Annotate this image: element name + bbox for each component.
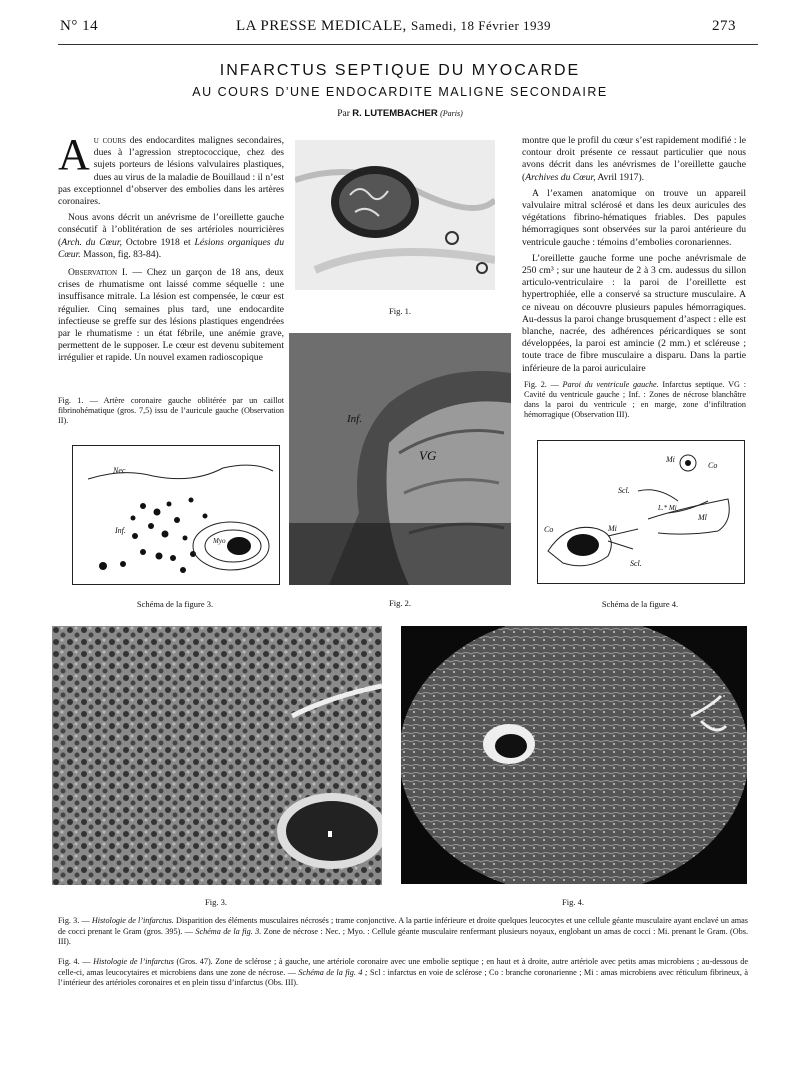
fig1-caption: Fig. 1. — Artère coronaire gauche oblitérée par un caillot fibrinohématique (gros. 7,5) issu de l’auricule gauche (Observation II). [58,396,284,425]
paragraph-observation-1 [58,267,284,365]
fig3-label: Fig. 3. [205,897,227,907]
paragraph-oreillette: L’oreillette gauche forme une poche anévrismale de 250 cm³ ; sur une hauteur de 2 à 3 cm. audessus du sillon articulo-ventriculaire : la paroi de l’oreillette est hypertrophiée, elle a conservé sa structure musculaire. A ce niveau on découvre plusieurs papules hémorragiques. Au-dessus la paroi change brusquement d’aspect : elle est blanche, nacrée, des adhérences péricardiques se sont développées, la paroi est amincie (2 mm.) et scléreuse ; toute trace de fibre musculaire a disparu. Dans la partie inférieure de la paroi auriculaire [522,252,746,374]
fig4-caption-body: (Gros. 47). Zone de sclérose ; à gauche, une artériole coronaire avec une embolie septique ; en haut et à droite, autre artériole avec petits amas microbiens ; au-dessous de celle-ci, amas leucocytaires et microbiens dans une zone de nécrose. — [58,957,748,977]
schema4-lmi-label: L.* Mi [658,504,677,512]
issue-date: Samedi, 18 Février 1939 [411,18,552,33]
author-name: R. LUTEMBACHER [352,108,438,119]
fig2-caption-title: Paroi du ventricule gauche. [562,380,659,389]
fig2-ventricle-drawing [289,333,511,585]
paragraph-prior-work [58,212,284,261]
fig4-histology-drawing [401,626,747,884]
column-left-text [58,130,285,369]
issue-number: N° 14 [60,18,99,34]
fig2-caption [524,380,746,420]
header-rule [58,44,758,45]
reference-arch-coeur: Arch. du Cœur, [61,236,122,248]
byline [0,108,800,119]
schema4-mi-label: Mi [666,455,675,464]
fig4-caption-prefix: Fig. 4. — [58,957,94,966]
fig3-long-caption [58,916,748,948]
intro-text: des endocardites malignes secondaires, dues à l’agression streptococcique, chez des sujets porteurs de lésions valvulaires plastiques, dues au virus de la maladie de Bouillaud : il n’est pas exceptionnel d’observer des embolies dans les artères coronaires. [58,135,284,208]
fig4-caption-end: Scl : infarctus en voie de sclérose ; Co : branche coronarienne ; Mi : amas microbiens avec réticulum fibrineux, à l’intérieur des artérioles coronaires et en plein tissu d’infarctus (Obs. III). [58,967,749,987]
paragraph-profile [522,135,746,184]
schema3-inf-label: Inf. [115,526,126,535]
fig3-caption-schema: Schéma de la fig. 3. [195,926,262,936]
schema3-box [72,445,280,585]
fig1-artery-drawing [295,140,495,290]
paragraph-anatomy: A l’examen anatomique on trouve un appareil valvulaire mitral sclérosé et dans les deux auricules des végétations fibrino-hématiques friables. Des papules hémorragiques sont observées sur la paroi antérieure du ventricule gauche : témoins d’embolies coronariennes. [522,187,746,248]
reference-lesions: Lésions organiques du Cœur. [58,236,285,260]
byline-par: Par [337,109,350,119]
fig4-caption-title: Histologie de l’infarctus [93,957,174,966]
journal-title [236,18,551,35]
fig2-label: Fig. 2. [389,598,411,608]
column-right-text [522,135,746,379]
prior-work-text-c: Masson, fig. 83-84). [80,248,162,260]
schema4-scl2-label: Scl. [630,559,642,568]
schema3-drawing [73,446,279,584]
drop-cap: A [58,130,90,179]
page-number: 273 [712,18,736,34]
fig1-image [295,140,495,290]
schema3-label: Schéma de la figure 3. [136,599,214,609]
fig2-image [289,333,511,585]
schema4-label: Schéma de la figure 4. [601,599,679,609]
fig3-image [52,626,382,885]
fig4-long-caption [58,957,748,989]
observation-heading: Observation I. [68,267,128,279]
fig1-label: Fig. 1. [389,306,411,316]
article-subtitle: AU COURS D’UNE ENDOCARDITE MALIGNE SECONDAIRE [192,85,608,99]
fig2-inf-label: Inf. [347,413,362,425]
schema4-ml-label: Ml [698,513,707,522]
author-city: (Paris) [440,109,463,118]
article-title: INFARCTUS SEPTIQUE DU MYOCARDE [219,62,581,79]
profile-text: montre que le profil du cœur s’est rapidement modifié : le contour droit présente ce ressaut particulier que nous avons décrit dans les anévrismes de l’oreillette gauche ( [522,135,746,183]
schema3-nec-label: Nec [113,466,126,475]
schema3-myo-label: Myo [213,537,226,545]
fig3-caption-title: Histologie de l’infarctus. [91,916,174,925]
schema4-co2-label: Co [544,525,554,534]
fig3-caption-body: Disparition des éléments musculaires nécrosés ; trame conjonctive. A la partie inférieure et droite quelques leucocytes et une cellule géante musculaire ayant enclavé un amas de cocci prenant le Gram (gros. 395). — [58,916,748,936]
fig4-label: Fig. 4. [562,897,584,907]
fig2-caption-body: Infarctus septique. VG : Cavité du ventricule gauche ; Inf. : Zones de nécrose blanchâtre dans la paroi du ventricule ; en marge, zone d’infiltration hémorragique (Observation III). [524,380,746,419]
fig3-caption-prefix: Fig. 3. — [58,916,92,925]
profile-text-end: Avril 1917). [595,171,645,183]
reference-archives: Archives du Cœur, [525,171,596,183]
fig4-caption-schema: Schéma de la fig. 4 ; [298,967,368,977]
paragraph-intro [58,130,284,208]
observation-text: — Chez un garçon de 18 ans, deux crises de rhumatisme ont laissé comme séquelle : une insuffisance mitrale. La lésion est compensée, le cœur est régulier. Cinq semaines plus tard, une endocardite infectieuse se greffe sur des lésions plastiques engendrées par le rhumatisme : un état fébrile, une anémie grave, permettent de le supposer. Le cœur est devenu subitement irrégulier et rapide. Un nouvel examen radioscopique [58,267,284,364]
schema4-scl-label: Scl. [618,486,630,495]
fig3-histology-drawing [52,626,382,885]
fig4-image [401,626,747,884]
schema4-co-label: Co [708,461,718,470]
fig3-caption-end: Zone de nécrose : Nec. ; Myo. : Cellule géante musculaire renfermant plusieurs noyaux, englobant un amas de cocci : Mi. prenant le Gram. (Obs. III). [58,926,749,946]
fig2-caption-prefix: Fig. 2. — [524,380,563,389]
fig2-vg-label: VG [419,448,437,463]
schema4-mi2-label: Mi [608,524,617,533]
journal-name: LA PRESSE MEDICALE, [236,18,407,34]
prior-work-text-a: Nous avons décrit un anévrisme de l’oreillette gauche consécutif à l’oblitération de ses artérioles nourricières ( [58,212,284,248]
schema4-box [537,440,745,584]
prior-work-text-b: Octobre 1918 et [121,236,195,248]
intro-smallcaps: u cours [93,135,126,146]
